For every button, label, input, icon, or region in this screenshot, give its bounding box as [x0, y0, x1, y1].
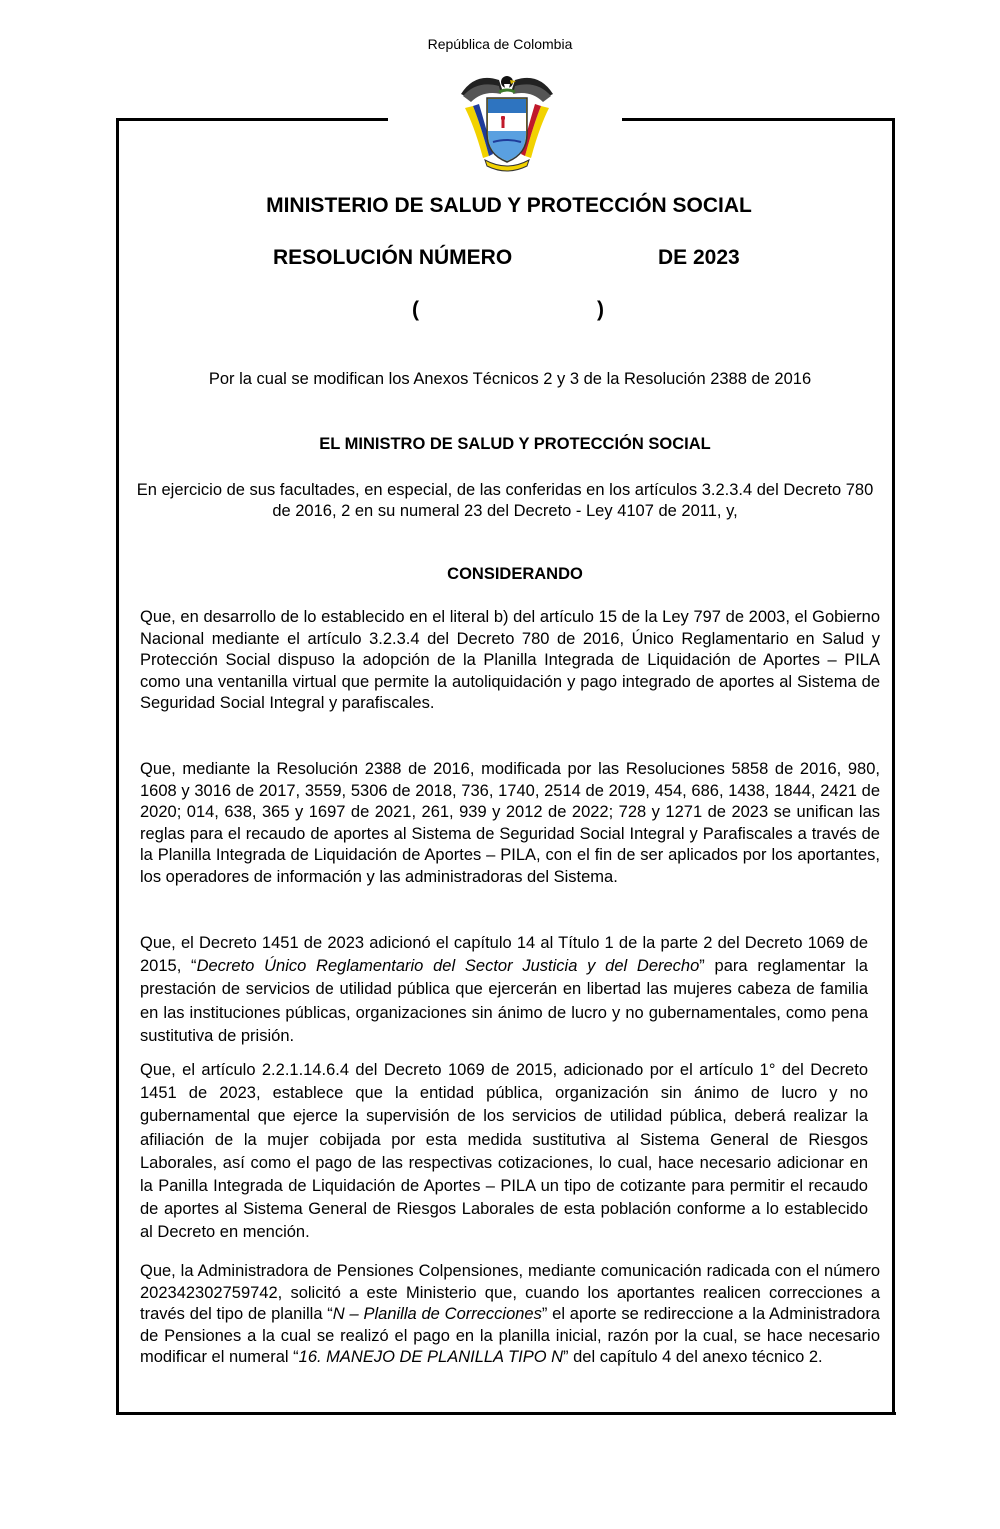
numeral-name-italic: 16. MANEJO DE PLANILLA TIPO N	[298, 1348, 564, 1367]
resolution-date-close-paren: )	[597, 298, 604, 321]
considering-heading: CONSIDERANDO	[447, 565, 583, 583]
considering-paragraph-2: Que, mediante la Resolución 2388 de 2016, modificada por las Resoluciones 5858 de 2016, 980, 1608 y 3016 de 2017, 3559, 5306 de 2018, 736, 1740, 2514 de 2019, 454, 686, 1438, 1844, 2421 de 2020; 014, 638, 365 y 1697 de 2021, 261, 939 y 2012 de 2022; 728 y 1271 de 2023 se unifican las reglas para el recaudo de aportes al Sistema de Seguridad Social Integral y Parafiscales a través de la Planilla Integrada de Liquidación de Aportes – PILA, con el fin de ser aplicados por los aportantes, los operadores de información y las administradoras del Sistema.	[140, 760, 880, 886]
frame-border-top-left	[118, 118, 388, 121]
ministry-title: MINISTERIO DE SALUD Y PROTECCIÓN SOCIAL	[266, 194, 752, 217]
paragraph-text: Que, la Administradora de Pensiones Colpensiones, mediante comunicación radicada con el número 202342302759742, solicitó a este Ministerio que, cuando los aportantes realicen correcciones a través del tipo de planilla “	[140, 1262, 880, 1324]
frame-border-right	[892, 118, 895, 1414]
considering-paragraph-1: Que, en desarrollo de lo establecido en el literal b) del artículo 15 de la Ley 797 de 2003, el Gobierno Nacional mediante el artículo 3.2.3.4 del Decreto 780 de 2016, Único Reglamentario en Salud y Protección Social dispuso la adopción de la Planilla Integrada de Liquidación de Aportes – PILA como una ventanilla virtual que permite la autoliquidación y pago integrado de aportes al Sistema de Seguridad Social Integral y parafiscales.	[140, 608, 880, 713]
decree-title-italic: Decreto Único Reglamentario del Sector Justicia y del Derecho	[196, 957, 700, 976]
considering-paragraph-3	[140, 932, 868, 1048]
resolution-number-label: RESOLUCIÓN NÚMERO	[273, 246, 513, 269]
paragraph-text: ” el aporte se redireccione a la Administradora de Pensiones a la cual se realizó el pago en la planilla inicial, razón por la cual, se hace necesario modificar el numeral “	[140, 1305, 880, 1367]
frame-border-top-right	[622, 118, 895, 121]
paragraph-text: ” del capítulo 4 del anexo técnico 2.	[563, 1348, 823, 1367]
resolution-date-open-paren: (	[412, 298, 419, 321]
frame-border-left	[116, 118, 119, 1414]
frame-border-bottom	[116, 1412, 896, 1415]
resolution-subject: Por la cual se modifican los Anexos Técnicos 2 y 3 de la Resolución 2388 de 2016	[208, 370, 812, 388]
minister-heading: EL MINISTRO DE SALUD Y PROTECCIÓN SOCIAL	[319, 435, 711, 453]
planilla-name-italic: N – Planilla de Correcciones	[332, 1305, 542, 1324]
coat-of-arms-icon	[455, 68, 559, 176]
powers-statement: En ejercicio de sus facultades, en especial, de las conferidas en los artículos 3.2.3.4 del Decreto 780 de 2016, 2 en su numeral 23 del Decreto - Ley 4107 de 2011, y,	[136, 481, 874, 520]
considering-paragraph-5	[140, 1261, 880, 1369]
republic-header: República de Colombia	[427, 36, 573, 52]
paragraph-text: Que, el Decreto 1451 de 2023 adicionó el capítulo 14 al Título 1 de la parte 2 del Decreto 1069 de 2015, “	[140, 934, 868, 976]
resolution-year: DE 2023	[658, 246, 740, 269]
paragraph-text: ” para reglamentar la prestación de servicios de utilidad pública que ejercerán en libertad las mujeres cabeza de familia en las instituciones públicas, organizaciones sin ánimo de lucro y no gubernamentales, como pena sustitutiva de prisión.	[140, 957, 868, 1045]
considering-paragraph-4: Que, el artículo 2.2.1.14.6.4 del Decreto 1069 de 2015, adicionado por el artículo 1° del Decreto 1451 de 2023, establece que la entidad pública, organización sin ánimo de lucro y no gubernamental que ejerce la supervisión de los servicios de utilidad pública, deberá realizar la afiliación de la mujer cobijada por esta medida sustitutiva al Sistema General de Riesgos Laborales, así como el pago de las respectivas cotizaciones, lo cual, hace necesario adicionar en la Panilla Integrada de Liquidación de Aportes – PILA un tipo de cotizante para permitir el recaudo de aportes al Sistema General de Riesgos Laborales de esta población conforme a lo establecido al Decreto en mención.	[140, 1061, 868, 1242]
